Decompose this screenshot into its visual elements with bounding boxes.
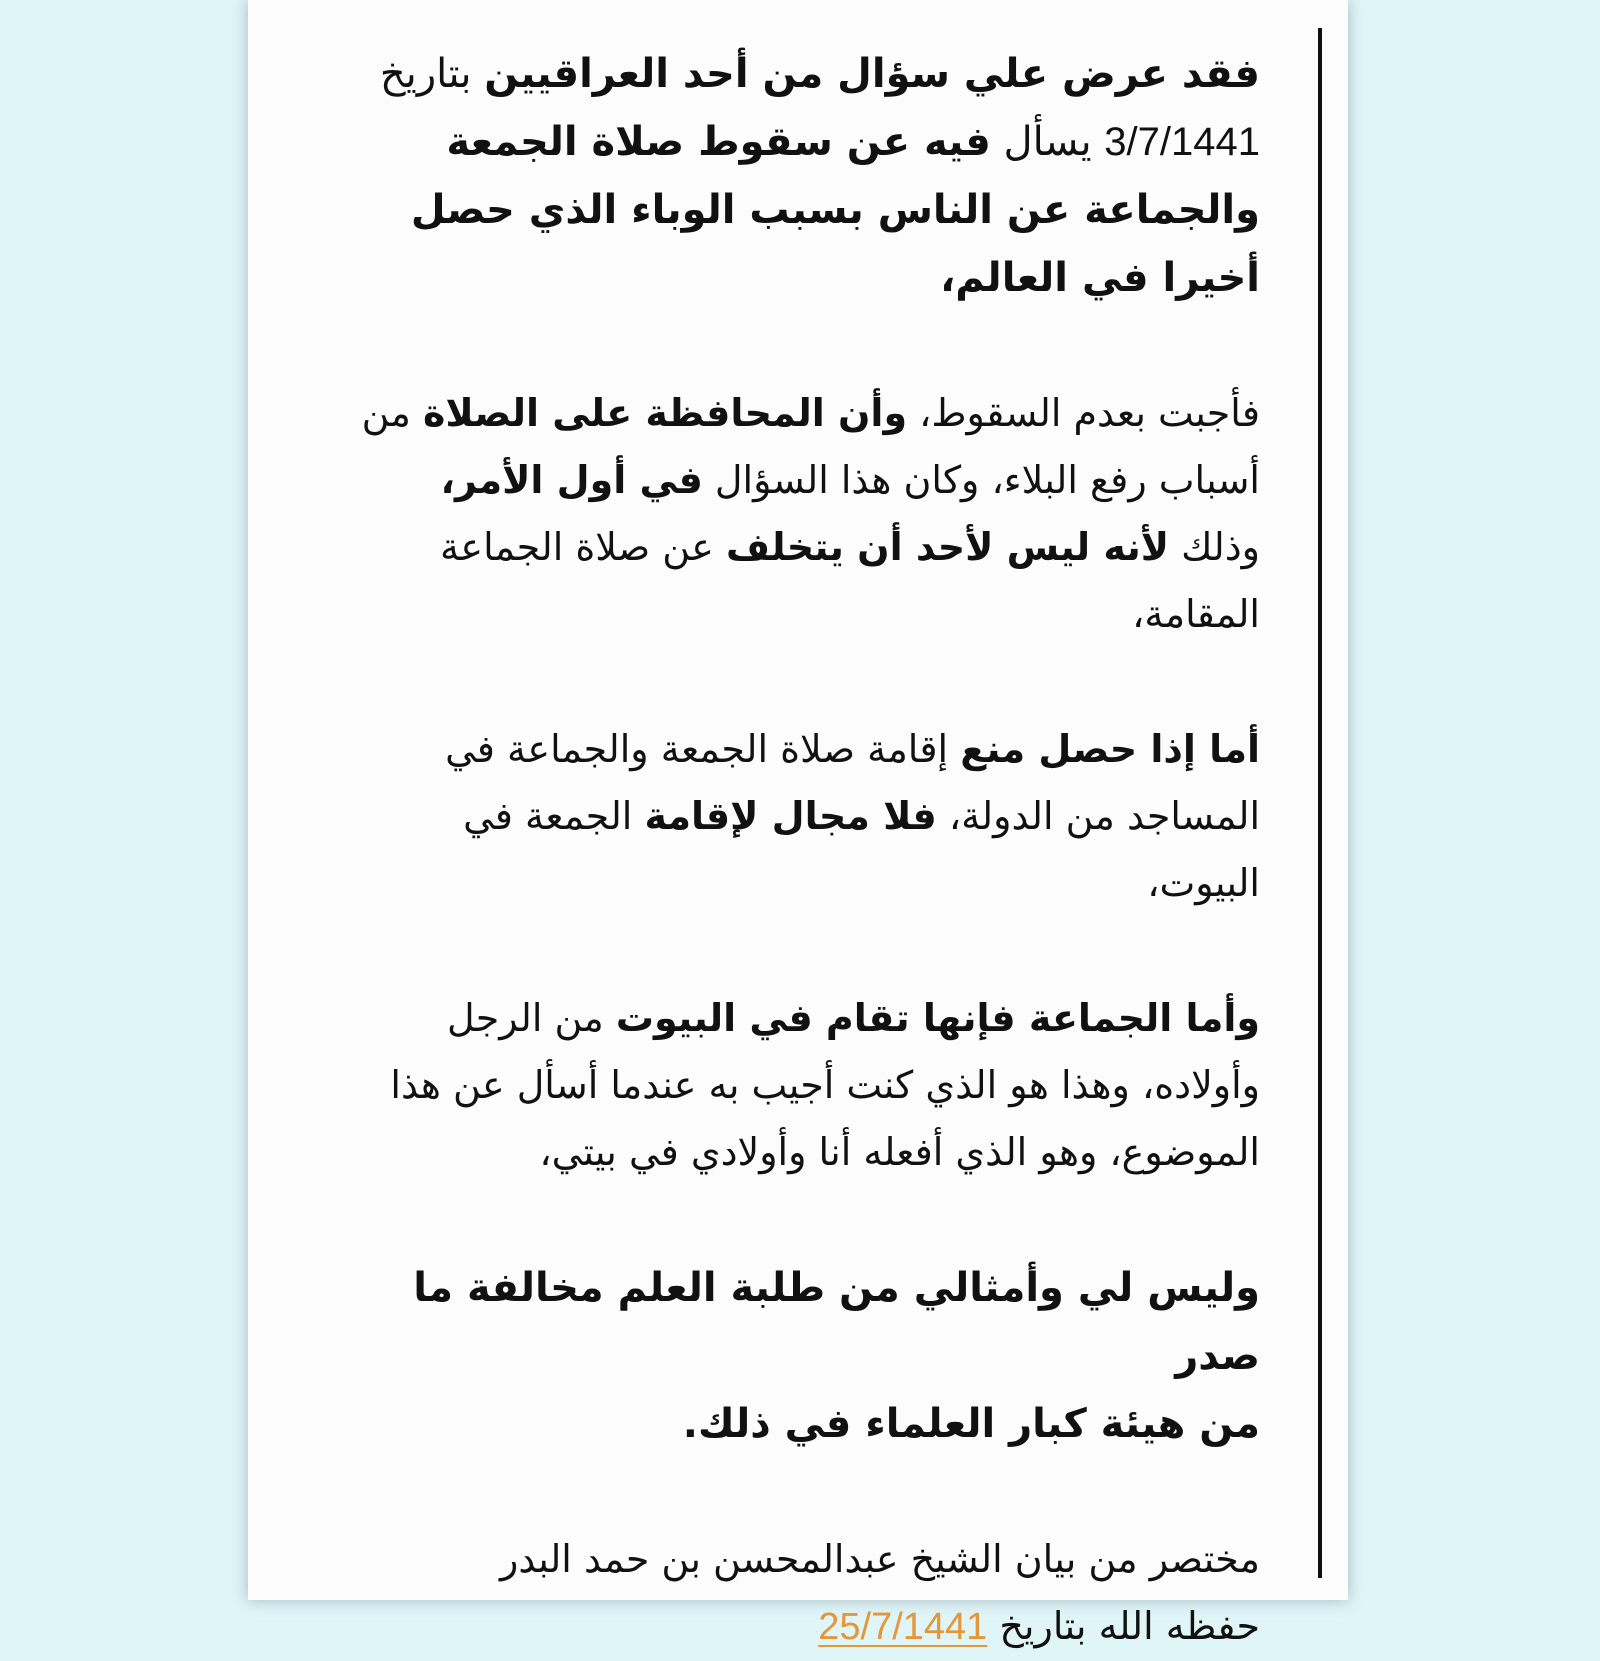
p3-line1: أما إذا حصل منع إقامة صلاة الجمعة والجماعة في bbox=[445, 727, 1260, 771]
date-link[interactable]: 25/7/1441 bbox=[818, 1606, 988, 1648]
p2-line4: المقامة، bbox=[1132, 592, 1260, 636]
document-text bbox=[350, 40, 1260, 1661]
paragraph-5 bbox=[350, 1254, 1260, 1458]
p4-line3: الموضوع، وهو الذي أفعله أنا وأولادي في بيتي، bbox=[539, 1130, 1260, 1174]
p4-line2: وأولاده، وهذا هو الذي كنت أجيب به عندما أسأل عن هذا bbox=[390, 1063, 1260, 1107]
p2-line3: وذلك لأنه ليس لأحد أن يتخلف عن صلاة الجماعة bbox=[440, 525, 1260, 569]
p4-line1: وأما الجماعة فإنها تقام في البيوت من الرجل bbox=[447, 996, 1260, 1040]
p1-line4: أخيرا في العالم، bbox=[940, 255, 1260, 301]
p2-line2: أسباب رفع البلاء، وكان هذا السؤال في أول الأمر، bbox=[440, 458, 1260, 502]
p1-line3: والجماعة عن الناس بسبب الوباء الذي حصل bbox=[410, 187, 1260, 233]
paragraph-3 bbox=[350, 716, 1260, 917]
p5-line2: من هيئة كبار العلماء في ذلك. bbox=[682, 1401, 1260, 1447]
p3-line2: المساجد من الدولة، فلا مجال لإقامة الجمعة في البيوت، bbox=[463, 794, 1260, 905]
signature-line2: حفظه الله بتاريخ 25/7/1441 bbox=[818, 1604, 1260, 1648]
paragraph-1 bbox=[350, 40, 1260, 312]
paragraph-2 bbox=[350, 380, 1260, 648]
p5-line1: وليس لي وأمثالي من طلبة العلم مخالفة ما صدر bbox=[413, 1265, 1260, 1379]
p1-line2: 3/7/1441 يسأل فيه عن سقوط صلاة الجمعة bbox=[446, 119, 1260, 165]
p1-line1: فقد عرض علي سؤال من أحد العراقيين بتاريخ bbox=[379, 51, 1260, 97]
paragraph-4 bbox=[350, 985, 1260, 1186]
signature-line1: مختصر من بيان الشيخ عبدالمحسن بن حمد البدر bbox=[499, 1537, 1260, 1581]
vertical-rule bbox=[1318, 28, 1322, 1578]
signature bbox=[350, 1526, 1260, 1661]
p2-line1: فأجبت بعدم السقوط، وأن المحافظة على الصلاة من bbox=[361, 391, 1260, 435]
